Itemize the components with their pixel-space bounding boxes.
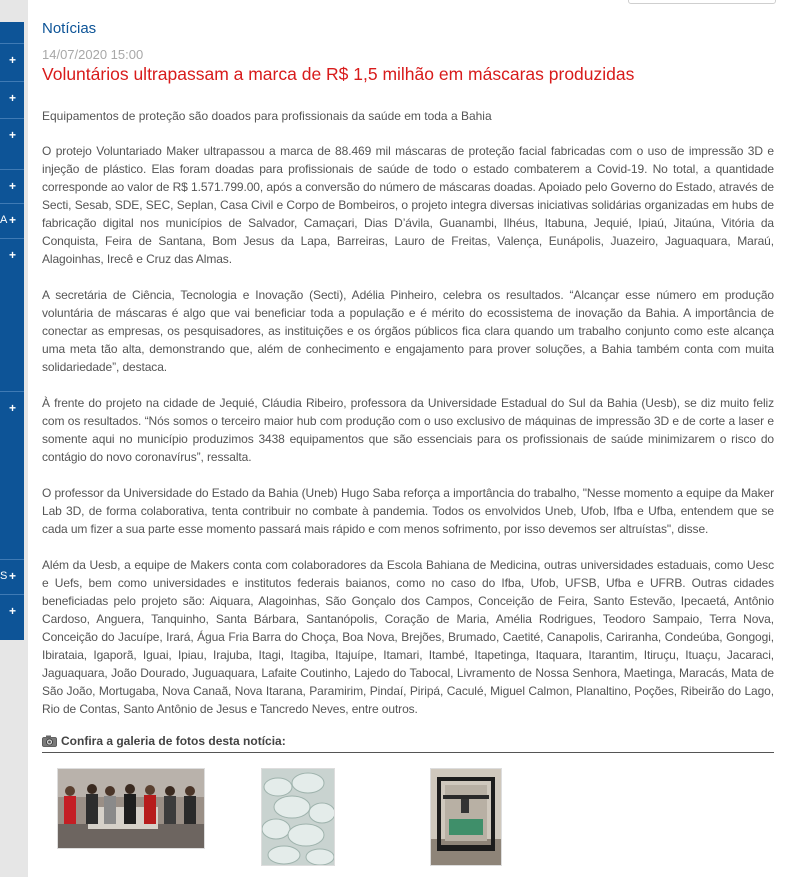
photo-volunteers-group[interactable] (57, 768, 205, 849)
sidebar-nav-item[interactable] (0, 559, 24, 594)
article-paragraph: O professor da Universidade do Estado da Bahia (Uneb) Hugo Saba reforça a importância do trabalho, "Nesse momento a equipe da Maker Lab 3D, de forma colaborativa, tenta contribuir no combate à pandemia. Todos os envolvidos Uneb, Ufob, Ifba e Ufba, entendem que se cada um fizer a sua parte esse momento passará mais rápido e com menos sofrimento, por isso devemos ser altruístas", disse. (42, 486, 774, 536)
plus-icon: + (8, 53, 16, 67)
gallery-header (42, 733, 774, 753)
sidebar-nav-item[interactable] (0, 81, 24, 116)
sidebar-nav-item[interactable] (0, 391, 24, 426)
gallery-label: Confira a galeria de fotos desta notícia: (61, 734, 286, 748)
plus-icon: + (8, 604, 16, 618)
sidebar-nav-item[interactable] (0, 238, 24, 273)
article-paragraph: Além da Uesb, a equipe de Makers conta com colaboradores da Escola Bahiana de Medicina, outras universidades estaduais, como Uesc e Uefs, bem como universidades e institutos federais baianos, como no caso do Ifba, Ufob, UFSB, Ufba e UFRB. Outras cidades beneficiadas pelo projeto são: Aiquara, Alagoinhas, São Gonçalo dos Campos, Conceição de Feira, Santo Estevão, Ipecaetá, Antônio Cardoso, Anguera, Tanquinho, Santa Bárbara, Santanópolis, Coração de Maria, Amélia Rodrigues, Teodoro Sampaio, Terra Nova, Conceição do Jacuípe, Irará, Água Fria Barra do Choça, Boa Nova, Brejões, Brumado, Caetité, Canapolis, Cariranha, Condeúba, Gongogi, Ibirataia, Igaporã, Iguai, Ipiau, Irajuba, Itagi, Itagiba, Itajuípe, Itamari, Itambé, Itapetinga, Itaquara, Itarantim, Itiruçu, Ituaçu, Jacaraci, Jaguaquara, João Dourado, Juguaquara, Lafaite Coutinho, Lajedo do Tabocal, Livramento de Nossa Senhora, Maetinga, Maracás, Mata de São João, Mortugaba, Nova Canaã, Nova Itarana, Paramirim, Pindaí, Piripá, Caculé, Miguel Calmon, Planaltino, Poções, Ribeirão do Lago, Rio de Contas, Santo Antônio de Jesus e Tancredo Neves, entre outros. (42, 558, 774, 716)
plus-icon: + (8, 213, 16, 227)
plus-icon: + (8, 569, 16, 583)
news-headline: Voluntários ultrapassam a marca de R$ 1,5 milhão em máscaras produzidas (42, 64, 635, 84)
sidebar-nav-item[interactable] (0, 43, 24, 78)
plus-icon: + (8, 128, 16, 142)
plus-icon: + (8, 179, 16, 193)
camera-icon (42, 735, 57, 747)
search-input-edge[interactable] (628, 0, 776, 4)
photo-3d-printer[interactable] (430, 768, 502, 866)
article-body (42, 142, 774, 736)
news-subtitle: Equipamentos de proteção são doados para profissionais da saúde em toda a Bahia (42, 109, 492, 123)
sidebar-nav-label: S (0, 570, 8, 582)
news-date: 14/07/2020 15:00 (42, 47, 144, 62)
left-sidebar-nav (0, 22, 24, 640)
plus-icon: + (8, 248, 16, 262)
sidebar-nav-item[interactable] (0, 203, 24, 238)
section-title[interactable]: Notícias (42, 20, 97, 37)
sidebar-nav-item[interactable] (0, 594, 24, 629)
article-paragraph: O protejo Voluntariado Maker ultrapassou a marca de 88.469 mil máscaras de proteção facial fabricadas com o uso de impressão 3D e injeção de plástico. Elas foram doadas para profissionais de saúde de todo o estado combaterem a Covid-19. No total, a quantidade corresponde ao valor de R$ 1.571.799.00, após a conversão do número de máscaras doadas. Apoiado pelo Governo do Estado, através de Secti, Sesab, SDE, SEC, Seplan, Casa Civil e Corpo de Bombeiros, o projeto integra diversas iniciativas solidárias organizadas em hubs de fabricação digital nos municípios de Salvador, Camaçari, Dias D’ávila, Guanambi, Ilhéus, Itabuna, Jequié, Ipiaú, Jitaúna, Vitória da Conquista, Feira de Santana, Bom Jesus da Lapa, Barreiras, Lauro de Freitas, Valença, Eunápolis, Juazeiro, Jaguaquara, Maraú, Alagoinhas, Irecê e Cruz das Almas. (42, 144, 774, 266)
sidebar-nav-item[interactable] (0, 118, 24, 153)
photo-face-shields-stack[interactable] (261, 768, 335, 866)
plus-icon: + (8, 401, 16, 415)
sidebar-nav-label: A (0, 214, 8, 226)
sidebar-nav-item[interactable] (0, 169, 24, 204)
article-paragraph: A secretária de Ciência, Tecnologia e Inovação (Secti), Adélia Pinheiro, celebra os resultados. “Alcançar esse número em produção voluntária de máscaras é algo que vai beneficiar toda a população e é mérito do ecossistema de inovação da Bahia. A importância de conectar as empresas, os pesquisadores, as instituições e os órgãos públicos fica clara quando um trabalho conjunto como este alcança uma meta tão alta, demonstrando que, além de conhecimento e engajamento para prover soluções, a Bahia também conta com muita solidariedade”, destaca. (42, 288, 774, 374)
plus-icon: + (8, 91, 16, 105)
article-paragraph: À frente do projeto na cidade de Jequié, Cláudia Ribeiro, professora da Universidade Estadual do Sul da Bahia (Uesb), se diz muito feliz com os resultados. “Nós somos o terceiro maior hub com produção com o uso exclusivo de máquinas de impressão 3D e de corte a laser e somente aqui no município produzimos 3438 equipamentos que são essenciais para os profissionais de saúde minimizarem o risco do contágio do novo coronavírus”, ressalta. (42, 396, 774, 464)
